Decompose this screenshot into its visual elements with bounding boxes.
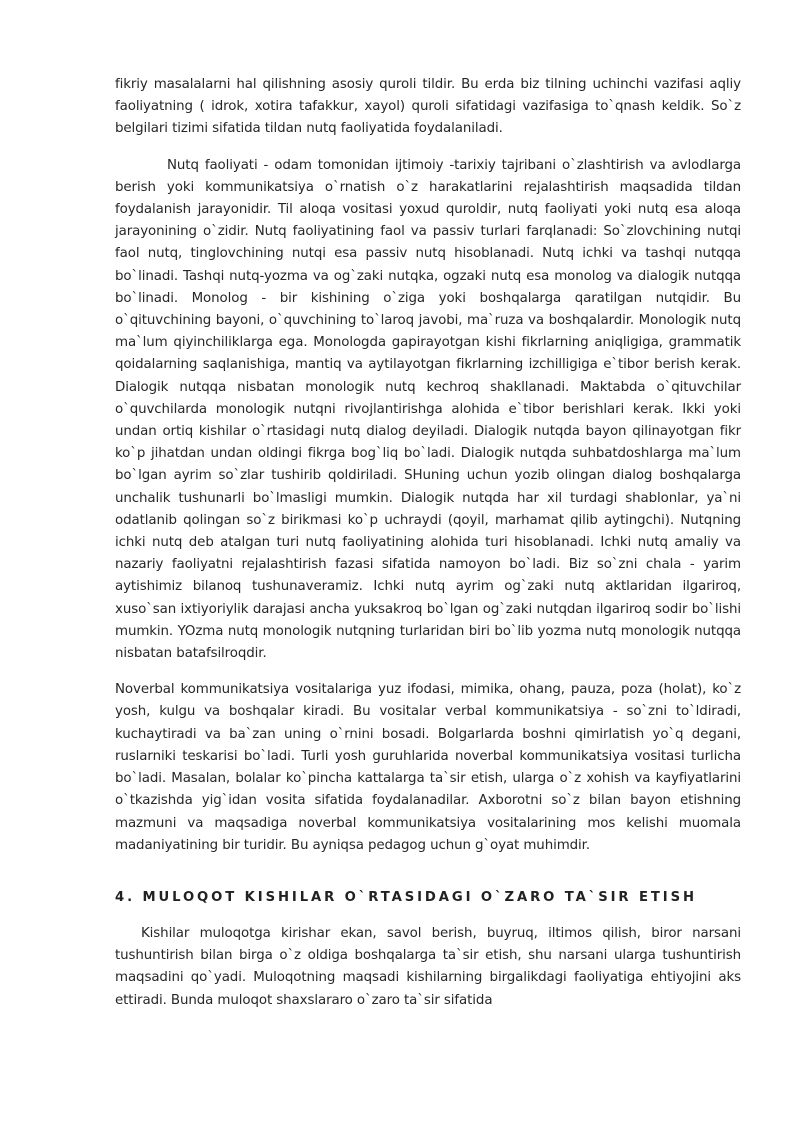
paragraph-speech-activity: Nutq faoliyati - odam tomonidan ijtimoiy -tarixiy tajribani o`zlashtirish va avlodlarga berish yoki kommunikatsiya o`rnatish o`z harakatlarini rejalashtirish maqsadida tildan foydalanish jarayonidir. Til aloqa vositasi yoxud quroldir, nutq faoliyati yoki nutq esa aloqa jarayonining o`zidir. Nutq faoliyatining faol va passiv turlari farqlanadi: So`zlovchining nutqi faol nutq, tinglovchining nutqi esa passiv nutq hisoblanadi. Nutq ichki va tashqi nutqqa bo`linadi. Tashqi nutq-yozma va og`zaki nutqka, ogzaki nutq esa monolog va dialogik nutqqa bo`linadi. Monolog - bir kishining o`ziga yoki boshqalarga qaratilgan nutqidir. Bu o`qituvchining bayoni, o`quvchining to`laroq javobi, ma`ruza va boshqalardir. Monologik nutq ma`lum qiyinchiliklarga ega. Monologda gapirayotgan kishi fikrlarning aniqligiga, grammatik qoidalarning saqlanishiga, mantiq va aytilayotgan fikrlarning izchilligiga e`tibor berish kerak. Dialogik nutqqa nisbatan monologik nutq kechroq shakllanadi. Maktabda o`qituvchilar o`quvchilarda monologik nutqni rivojlantirishga alohida e`tibor berishlari kerak. Ikki yoki undan ortiq kishilar o`rtasidagi nutq dialog deyiladi. Dialogik nutqda bayon qilinayotgan fikr ko`p jihatdan undan oldingi fikrga bog`liq bo`ladi. Dialogik nutqda suhbatdoshlarga ma`lum bo`lgan ayrim so`zlar tushirib qoldiriladi. SHuning uchun yozib olingan dialog boshqalarga unchalik tushunarli bo`lmasligi mumkin. Dialogik nutqda har xil turdagi shablonlar, ya`ni odatlanib qolingan so`z birikmasi ko`p uchraydi (qoyil, marhamat qilib aytingchi). Nutqning ichki nutq deb atalgan turi nutq faoliyatining alohida turi hisoblanadi. Ichki nutq amaliy va nazariy faoliyatni rejalashtirish fazasi sifatida namoyon bo`ladi. Biz so`zni chala - yarim aytishimiz bilanoq tushunaveramiz. Ichki nutq ayrim og`zaki nutq aktlaridan ilgariroq, xuso`san ixtiyoriylik darajasi ancha yuksakroq bo`lgan og`zaki nutqdan ilgariroq sodir bo`lishi mumkin. YOzma nutq monologik nutqning turlaridan biri bo`lib yozma nutq monologik nutqqa nisbatan batafsilroqdir. <box>115 157 741 662</box>
paragraph-communication-interaction: Kishilar muloqotga kirishar ekan, savol berish, buyruq, iltimos qilish, biror narsani tushuntirish bilan birga o`z oldiga boshqalarga ta`sir etish, shu narsani ularga tushuntirish maqsadini qo`yadi. Muloqotning maqsadi kishilarning birgalikdagi faoliyatiga ehtiyojini aks ettiradi. Bunda muloqot shaxslararo o`zaro ta`sir sifatida <box>115 925 741 1008</box>
section-heading: 4. MULOQOT KISHILAR O`RTASIDAGI O`ZARO TA`SIR ETISH <box>115 889 697 905</box>
page-body <box>115 74 741 1012</box>
paragraph-intro-continuation: fikriy masalalarni hal qilishning asosiy quroli tildir. Bu erda biz tilning uchinchi vazifasi aqliy faoliyatning ( idrok, xotira tafakkur, xayol) quroli sifatidagi vazifasiga to`qnash keldik. So`z belgilari tizimi sifatida tildan nutq faoliyatida foydalaniladi. <box>115 77 741 137</box>
paragraph-nonverbal-communication: Noverbal kommunikatsiya vositalariga yuz ifodasi, mimika, ohang, pauza, poza (holat), ko`z yosh, kulgu va boshqalar kiradi. Bu vositalar verbal kommunikatsiya - so`zni to`ldiradi, kuchaytiradi va ba`zan uning o`rnini bosadi. Bolgarlarda boshni qimirlatish yo`q degani, ruslarniki teskarisi bo`ladi. Turli yosh guruhlarida noverbal kommunikatsiya vositasi turlicha bo`ladi. Masalan, bolalar ko`pincha kattalarga ta`sir etish, ularga o`z xohish va kayfiyatlarini o`tkazishda yig`idan vosita sifatida foydalanadilar. Axborotni so`z bilan bayon etishning mazmuni va maqsadiga noverbal kommunikatsiya vositalarining mos kelishi muomala madaniyatining bir turidir. Bu ayniqsa pedagog uchun g`oyat muhimdir. <box>115 682 741 853</box>
